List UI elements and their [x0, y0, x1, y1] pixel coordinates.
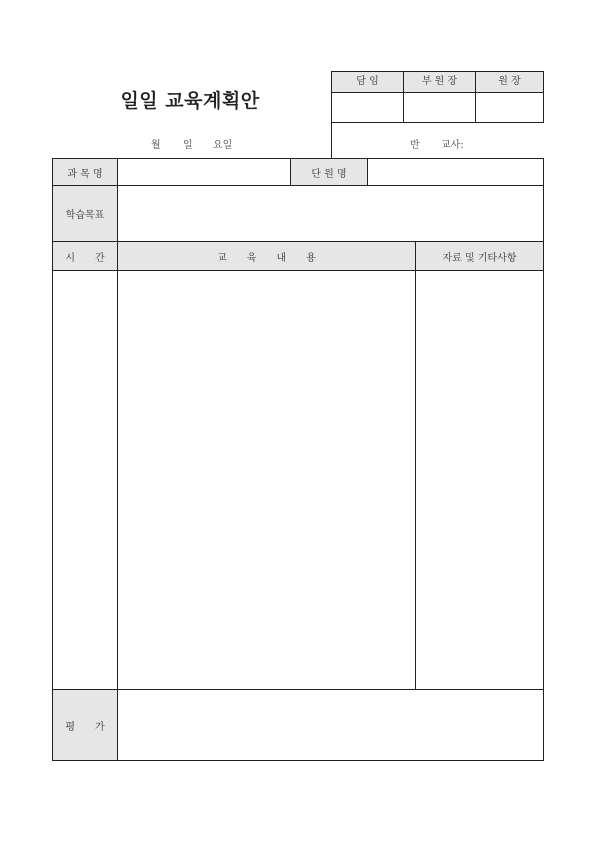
approval-director-label: 원 장: [476, 72, 543, 93]
class-label: 반: [410, 140, 420, 151]
unit-field[interactable]: [368, 159, 543, 185]
objective-field[interactable]: [118, 186, 543, 241]
approval-vice-director-label: 부 원 장: [404, 72, 475, 93]
approval-homeroom: [332, 72, 404, 122]
column-header-row: [53, 242, 543, 271]
approval-director: [476, 72, 543, 122]
lesson-plan-form: [52, 158, 544, 761]
objective-label: 학습목표: [53, 186, 118, 241]
subject-label: 과 목 명: [53, 159, 118, 185]
approval-vice-director: [404, 72, 476, 122]
objective-row: [53, 186, 543, 242]
weekday-label: 요일: [213, 140, 233, 151]
materials-label: 자료 및 기타사항: [416, 242, 543, 270]
content-field[interactable]: [118, 271, 416, 689]
month-label: 월: [151, 140, 161, 151]
content-label: 교 육 내 용: [118, 242, 416, 270]
evaluation-label: 평 가: [53, 690, 118, 760]
evaluation-row: [53, 690, 543, 760]
subject-row: [53, 159, 543, 186]
day-label: 일: [183, 140, 193, 151]
approval-box: [331, 71, 544, 123]
materials-field[interactable]: [416, 271, 543, 689]
evaluation-field[interactable]: [118, 690, 543, 760]
time-field[interactable]: [53, 271, 118, 689]
content-body-row: [53, 271, 543, 690]
teacher-label: 교사:: [441, 140, 464, 151]
unit-label: 단 원 명: [290, 159, 368, 185]
page-title: 일일 교육계획안: [120, 90, 260, 112]
header-divider: [331, 122, 332, 159]
approval-homeroom-label: 담 임: [332, 72, 403, 93]
time-label: 시 간: [53, 242, 118, 270]
